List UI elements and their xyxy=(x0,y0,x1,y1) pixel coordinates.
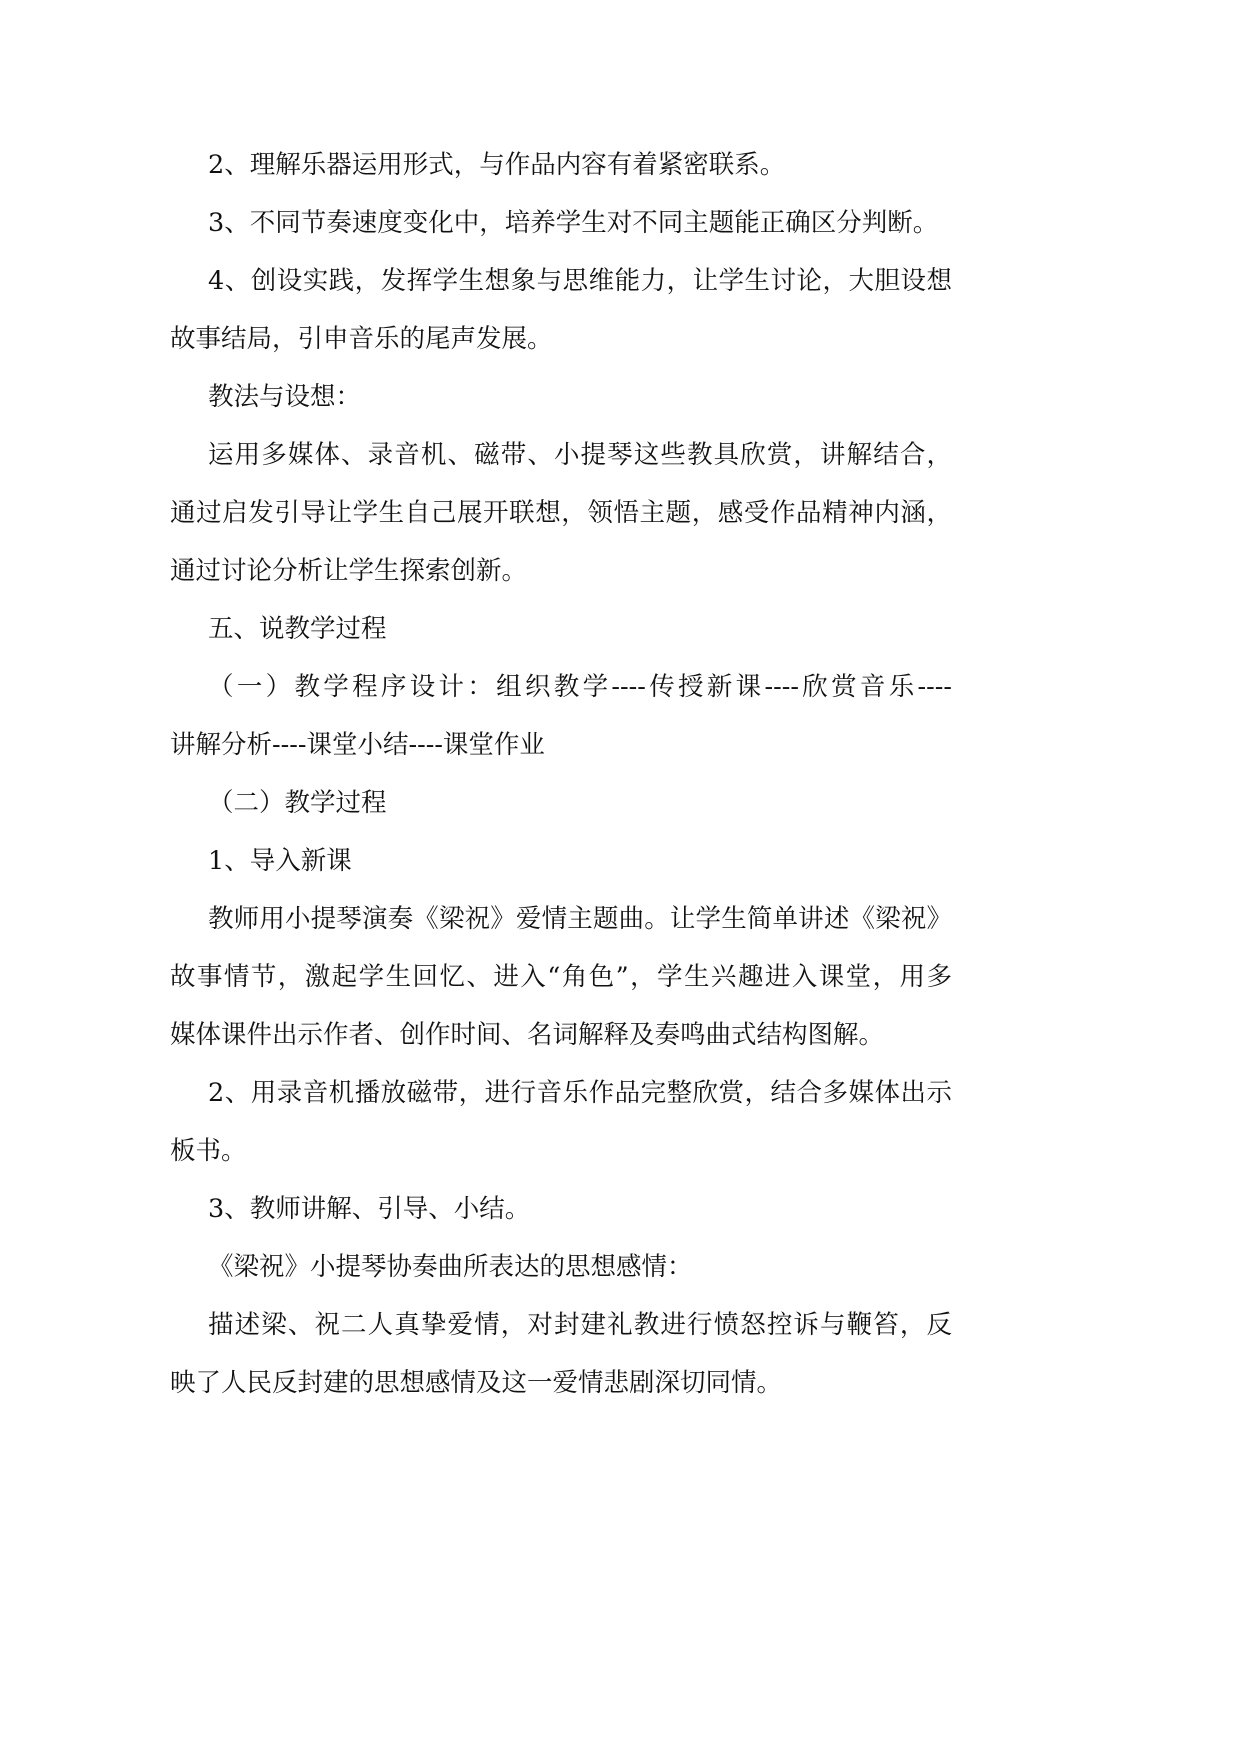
text-line: 五、说教学过程 xyxy=(208,614,387,644)
text-line: （一）教学程序设计：组织教学----传授新课----欣赏音乐---- xyxy=(208,672,952,702)
paragraph xyxy=(170,1180,952,1238)
paragraph xyxy=(170,890,952,1064)
text-line: 1、导入新课 xyxy=(208,846,352,876)
text-line: 2、用录音机播放磁带，进行音乐作品完整欣赏，结合多媒体出示 xyxy=(208,1078,952,1108)
text-line: 运用多媒体、录音机、磁带、小提琴这些教具欣赏，讲解结合， xyxy=(208,440,952,470)
text-line: 教法与设想： xyxy=(208,382,362,412)
text-line: 描述梁、祝二人真挚爱情，对封建礼教进行愤怒控诉与鞭笞，反 xyxy=(208,1310,952,1340)
text-line: 2、理解乐器运用形式，与作品内容有着紧密联系。 xyxy=(208,150,786,180)
text-line: 映了人民反封建的思想感情及这一爱情悲剧深切同情。 xyxy=(170,1368,783,1398)
text-line: 通过启发引导让学生自己展开联想，领悟主题，感受作品精神内涵， xyxy=(170,498,952,528)
paragraph xyxy=(170,426,952,600)
paragraph xyxy=(170,1296,952,1412)
text-line: 3、教师讲解、引导、小结。 xyxy=(208,1194,531,1224)
text-line: 通过讨论分析让学生探索创新。 xyxy=(170,556,528,586)
text-line: 讲解分析----课堂小结----课堂作业 xyxy=(170,730,545,760)
text-line: 3、不同节奏速度变化中，培养学生对不同主题能正确区分判断。 xyxy=(208,208,939,238)
text-line: 故事结局，引申音乐的尾声发展。 xyxy=(170,324,553,354)
paragraph xyxy=(170,194,952,252)
paragraph xyxy=(170,658,952,774)
text-line: 板书。 xyxy=(170,1136,247,1166)
paragraph xyxy=(170,252,952,368)
text-line: 故事情节，激起学生回忆、进入“角色”，学生兴趣进入课堂，用多 xyxy=(170,962,952,992)
text-line: （二）教学过程 xyxy=(208,788,387,818)
paragraph xyxy=(170,136,952,194)
section-heading xyxy=(170,368,952,426)
text-line: 媒体课件出示作者、创作时间、名词解释及奏鸣曲式结构图解。 xyxy=(170,1020,885,1050)
text-line: 教师用小提琴演奏《梁祝》爱情主题曲。让学生简单讲述《梁祝》 xyxy=(208,904,952,934)
text-line: 4、创设实践，发挥学生想象与思维能力，让学生讨论，大胆设想 xyxy=(208,266,952,296)
paragraph xyxy=(170,1064,952,1180)
section-heading xyxy=(170,774,952,832)
text-line: 《梁祝》小提琴协奏曲所表达的思想感情： xyxy=(208,1252,693,1282)
section-heading xyxy=(170,832,952,890)
section-heading xyxy=(170,600,952,658)
section-heading xyxy=(170,1238,952,1296)
document-body xyxy=(170,136,952,1412)
